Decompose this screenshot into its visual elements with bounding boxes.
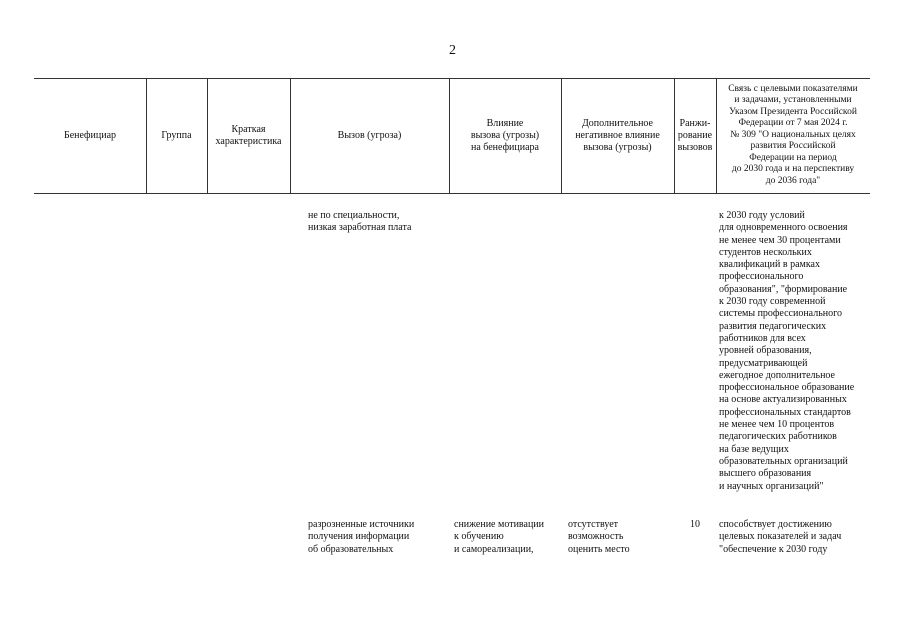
- header-description: Краткая характеристика: [215, 123, 282, 147]
- row-additional-impact: отсутствует возможность оценить место: [568, 519, 630, 555]
- header-impact: Влияние вызова (угрозы) на бенефициара: [470, 117, 540, 153]
- header-beneficiary: Бенефициар: [63, 129, 117, 141]
- header-group: Группа: [161, 129, 192, 141]
- row-goals-link: способствует достижению целевых показателей и задач "обеспечение к 2030 году: [719, 519, 842, 555]
- header-bottom-border: [34, 193, 870, 194]
- row-challenge: разрозненные источники получения информации об образовательных: [308, 519, 415, 555]
- header-national-goals-link: Связь с целевыми показателями и задачами, установленными Указом Президента Российской Федерации от 7 мая 2024 г. № 309 "О национальных целях развития Российской Федерации на период до 2030 года и на перспективу до 2036 года": [728, 83, 858, 186]
- row-challenge: не по специальности, низкая заработная плата: [308, 210, 412, 234]
- row-impact: снижение мотивации к обучению и самореализации,: [454, 519, 544, 555]
- page-number: 2: [449, 43, 456, 58]
- row-goals-link: к 2030 году условий для одновременного освоения не менее чем 30 процентами студентов нескольких квалификаций в рамках профессионального образования", "формирование к 2030 году современной системы профессионального развития педагогических работников для всех уровней образования, предусматривающей ежегодное дополнительное профессиональное образование на основе актуализированных профессиональных стандартов не менее чем 10 процентов педагогических работников на базе ведущих образовательных организаций высшего образования и научных организаций": [719, 210, 855, 492]
- header-ranking: Ранжи- рование вызовов: [677, 117, 713, 153]
- row-ranking: 10: [690, 519, 700, 530]
- header-challenge: Вызов (угроза): [337, 129, 402, 141]
- header-additional-impact: Дополнительное негативное влияние вызова (угрозы): [575, 117, 660, 153]
